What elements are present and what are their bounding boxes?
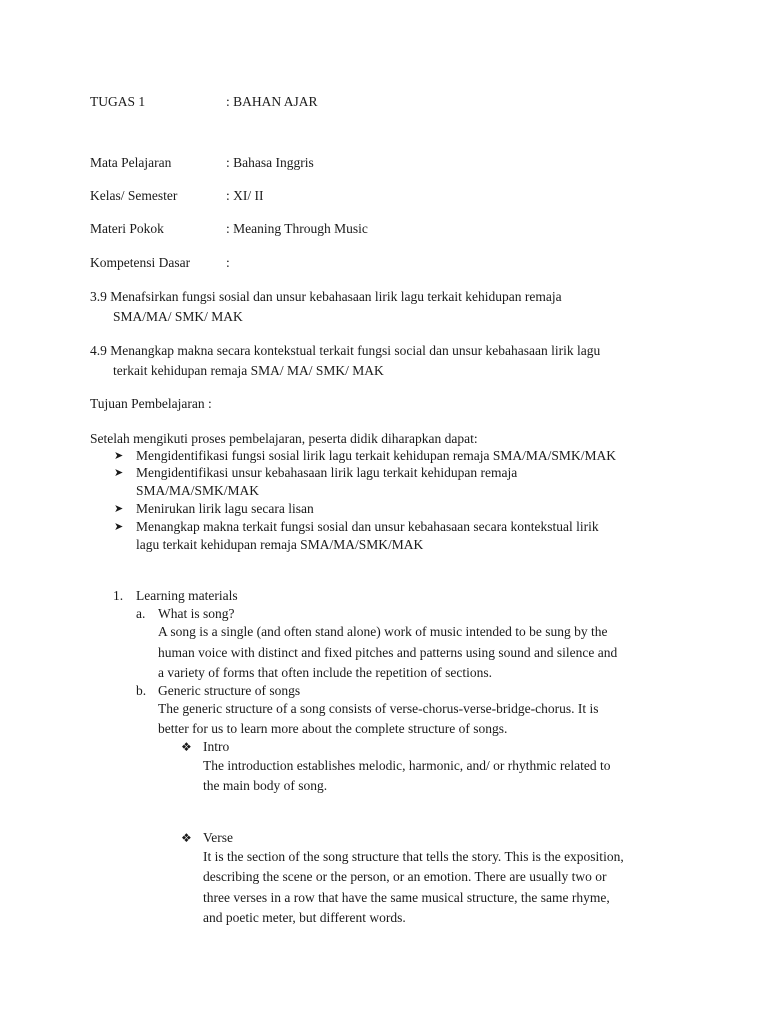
section-a-body-line1: A song is a single (and often stand alone) work of music intended to be sung by the bbox=[158, 624, 608, 639]
materials-title: Learning materials bbox=[136, 588, 238, 603]
part-verse-name: Verse bbox=[203, 830, 233, 845]
part-intro-body-line1: The introduction establishes melodic, harmonic, and/ or rhythmic related to bbox=[203, 758, 611, 773]
info-label-mata-pelajaran: Mata Pelajaran bbox=[90, 155, 172, 170]
tujuan-bullet-4-line1: Menangkap makna terkait fungsi sosial dan unsur kebahasaan secara kontekstual lirik bbox=[136, 519, 599, 534]
tujuan-bullet-4-line2: lagu terkait kehidupan remaja SMA/MA/SMK/MAK bbox=[136, 537, 424, 552]
part-verse-body-line2: describing the scene or the person, or an emotion. There are usually two or bbox=[203, 869, 607, 884]
diamond-bullet-icon: ❖ bbox=[181, 831, 192, 845]
tujuan-bullet-3: Menirukan lirik lagu secara lisan bbox=[136, 501, 314, 516]
info-label-materi-pokok: Materi Pokok bbox=[90, 221, 164, 236]
tugas-label: TUGAS 1 bbox=[90, 94, 146, 109]
section-b-letter: b. bbox=[136, 683, 147, 698]
section-a-body-line2: human voice with distinct and fixed pitches and patterns using sound and silence and bbox=[158, 645, 618, 660]
info-value-mata-pelajaran: : Bahasa Inggris bbox=[226, 155, 314, 170]
kd-4-9-line2: terkait kehidupan remaja SMA/ MA/ SMK/ MAK bbox=[113, 363, 384, 378]
info-value-kompetensi-dasar: : bbox=[226, 255, 230, 270]
info-label-kompetensi-dasar: Kompetensi Dasar bbox=[90, 255, 191, 270]
materials-number: 1. bbox=[113, 588, 124, 603]
tujuan-intro: Setelah mengikuti proses pembelajaran, peserta didik diharapkan dapat: bbox=[90, 431, 478, 446]
kd-3-9-line2: SMA/MA/ SMK/ MAK bbox=[113, 309, 243, 324]
tugas-value: : BAHAN AJAR bbox=[226, 94, 318, 109]
kd-3-9-line1: 3.9 Menafsirkan fungsi sosial dan unsur kebahasaan lirik lagu terkait kehidupan remaja bbox=[90, 289, 562, 304]
part-intro-body-line2: the main body of song. bbox=[203, 778, 328, 793]
info-value-kelas-semester: : XI/ II bbox=[226, 188, 264, 203]
arrow-bullet-icon: ➤ bbox=[114, 449, 124, 462]
section-b-title: Generic structure of songs bbox=[158, 683, 301, 698]
info-value-materi-pokok: : Meaning Through Music bbox=[226, 221, 368, 236]
kd-4-9-line1: 4.9 Menangkap makna secara kontekstual terkait fungsi social dan unsur kebahasaan lirik lagu bbox=[90, 343, 601, 358]
tujuan-bullet-2-line2: SMA/MA/SMK/MAK bbox=[136, 483, 260, 498]
section-a-body-line3: a variety of forms that often include the repetition of sections. bbox=[158, 665, 493, 680]
section-b-body-line2: better for us to learn more about the complete structure of songs. bbox=[158, 721, 508, 736]
diamond-bullet-icon: ❖ bbox=[181, 740, 192, 754]
part-verse-body-line1: It is the section of the song structure that tells the story. This is the exposition, bbox=[203, 849, 624, 864]
part-intro-name: Intro bbox=[203, 739, 230, 754]
part-verse-body-line3: three verses in a row that have the same musical structure, the same rhyme, bbox=[203, 890, 610, 905]
tujuan-heading: Tujuan Pembelajaran : bbox=[90, 396, 212, 411]
arrow-bullet-icon: ➤ bbox=[114, 520, 124, 533]
section-a-title: What is song? bbox=[158, 606, 235, 621]
arrow-bullet-icon: ➤ bbox=[114, 466, 124, 479]
part-verse-body-line4: and poetic meter, but different words. bbox=[203, 910, 406, 925]
info-label-kelas-semester: Kelas/ Semester bbox=[90, 188, 178, 203]
tujuan-bullet-2-line1: Mengidentifikasi unsur kebahasaan lirik lagu terkait kehidupan remaja bbox=[136, 465, 518, 480]
arrow-bullet-icon: ➤ bbox=[114, 502, 124, 515]
tujuan-bullet-1: Mengidentifikasi fungsi sosial lirik lagu terkait kehidupan remaja SMA/MA/SMK/MAK bbox=[136, 448, 616, 463]
section-b-body-line1: The generic structure of a song consists of verse-chorus-verse-bridge-chorus. It is bbox=[158, 701, 599, 716]
section-a-letter: a. bbox=[136, 606, 146, 621]
